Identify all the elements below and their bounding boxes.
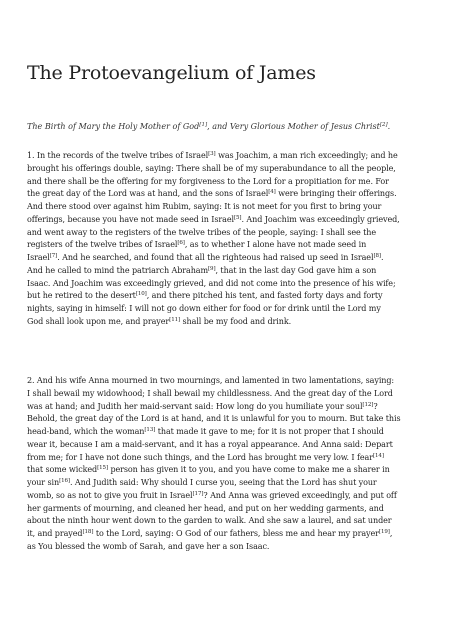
text-line: [27, 388, 449, 401]
text-run: The Birth of Mary the Holy Mother of God: [27, 122, 200, 131]
text-line: [27, 439, 449, 452]
text-run: about the ninth hour went down to the garden to walk. And she saw a laurel, and sat under: [27, 516, 392, 526]
text-run: wear it, because I am a maid-servant, and it has a royal appearance. And Anna said: Depart: [27, 439, 393, 449]
text-run: , that in the last day God gave him a son: [215, 265, 377, 275]
text-line: [27, 316, 449, 329]
footnote-ref[interactable]: [7]: [49, 253, 58, 259]
text-run: 2. And his wife Anna mourned in two mournings, and lamented in two lamentations, saying:: [27, 376, 395, 385]
text-run: God shall look upon me, and prayer: [27, 316, 170, 326]
footnote-ref[interactable]: [16]: [59, 478, 70, 484]
footnote-ref[interactable]: [9]: [208, 265, 216, 272]
text-line: [27, 163, 449, 176]
footnote-ref[interactable]: [10]: [135, 291, 147, 298]
text-run: your sin: [27, 478, 60, 487]
text-line: [27, 541, 449, 554]
text-run: the great day of the Lord was at hand, and the sons of Israel: [27, 189, 269, 199]
text-run: . And Judith said: Why should I curse you, seeing that the Lord has shut your: [69, 478, 377, 487]
text-run: . And he searched, and found that all the righteous had raised up seed in Israel: [57, 253, 374, 262]
text-run: , as to whether I alone have not made seed in: [184, 240, 367, 250]
text-run: as You blessed the womb of Sarah, and gave her a son Isaac.: [27, 541, 270, 551]
footnote-ref[interactable]: [15]: [97, 465, 108, 472]
text-line: [27, 252, 449, 265]
text-run: and went away to the registers of the twelve tribes of the people, saying: I shall see the: [27, 227, 377, 237]
text-run: it, and prayed: [27, 529, 83, 538]
text-run: from me; for I have not done such things, and the Lord has brought me very low. I fear: [27, 452, 373, 462]
text-line: [27, 452, 449, 465]
text-run: that made it gave to me; for it is not proper that I should: [155, 427, 384, 436]
text-run: nights, saying in himself: I will not go down either for food or for drink until the Lord my: [27, 304, 381, 313]
footnote-ref[interactable]: [8]: [373, 253, 381, 259]
text-line: [27, 515, 449, 528]
footnote-ref[interactable]: [1]: [199, 122, 208, 128]
footnote-ref[interactable]: [12]: [362, 401, 374, 408]
text-run: brought his offerings double, saying: There shall be of my superabundance to all the people,: [27, 163, 396, 173]
text-run: , and Very Glorious Mother of Jesus Christ: [207, 122, 380, 131]
text-run: .: [387, 122, 391, 131]
text-line: [27, 290, 449, 303]
text-run: ,: [389, 529, 393, 538]
text-run: her garments of mourning, and cleaned her head, and put on her wedding garments, and: [27, 503, 384, 513]
text-line: [27, 477, 449, 490]
text-run: person has given it to you, and you have come to make me a sharer in: [107, 465, 390, 475]
text-run: was at hand; and Judith her maid-servant said: How long do you humiliate your soul: [27, 401, 363, 411]
text-run: to the Lord, saying: O God of our fathers, bless me and hear my prayer: [93, 529, 379, 538]
footnote-ref[interactable]: [4]: [268, 189, 276, 196]
text-line: [27, 227, 449, 240]
document-subtitle: [27, 121, 449, 133]
footnote-ref[interactable]: [13]: [144, 427, 156, 433]
text-line: [27, 375, 449, 388]
text-line: [27, 176, 449, 189]
footnote-ref[interactable]: [19]: [378, 529, 390, 535]
text-run: 1. In the records of the twelve tribes of Israel: [27, 151, 209, 160]
text-run: head-band, which the woman: [27, 427, 145, 436]
text-run: . And Joachim was exceedingly grieved,: [241, 214, 400, 224]
footnote-ref[interactable]: [11]: [169, 316, 181, 323]
paragraph-2: [27, 375, 449, 554]
text-line: [27, 278, 449, 291]
text-line: [27, 150, 449, 163]
footnote-ref[interactable]: [14]: [372, 452, 384, 459]
text-run: Israel: [27, 253, 50, 262]
text-run: ?: [373, 401, 378, 411]
text-run: , and there pitched his tent, and fasted forty days and forty: [146, 291, 383, 301]
text-line: [27, 426, 449, 439]
text-line: [27, 528, 449, 541]
text-run: registers of the twelve tribes of Israel: [27, 240, 178, 250]
text-run: ? And Anna was grieved exceedingly, and put off: [203, 490, 397, 500]
footnote-ref[interactable]: [5]: [233, 214, 242, 221]
text-run: that some wicked: [27, 465, 98, 475]
text-line: [27, 188, 449, 201]
text-run: was Joachim, a man rich exceedingly; and he: [215, 151, 398, 160]
text-run: And he called to mind the patriarch Abraham: [27, 265, 209, 275]
text-run: womb, so as not to give you fruit in Israel: [27, 490, 193, 500]
page-title: The Protoevangelium of James: [27, 62, 316, 84]
text-run: Isaac. And Joachim was exceedingly grieved, and did not come into the presence of his wife;: [27, 278, 396, 288]
footnote-ref[interactable]: [18]: [82, 529, 94, 535]
text-line: [27, 490, 449, 503]
text-line: [27, 503, 449, 516]
footnote-ref[interactable]: [6]: [177, 240, 185, 247]
footnote-ref[interactable]: [3]: [208, 151, 216, 157]
footnote-ref[interactable]: [17]: [192, 490, 204, 497]
text-line: [27, 201, 449, 214]
paragraph-1: [27, 150, 449, 329]
text-run: shall be my food and drink.: [180, 316, 292, 326]
text-line: [27, 413, 449, 426]
text-line: [27, 239, 449, 252]
text-run: Behold, the great day of the Lord is at hand, and it is unlawful for you to mourn. But take this: [27, 414, 401, 424]
text-run: I shall bewail my widowhood; I shall bewail my childlessness. And the great day of the Lord: [27, 388, 393, 398]
text-run: and there shall be the offering for my forgiveness to the Lord for a propitiation for me. For: [27, 176, 389, 186]
footnote-ref[interactable]: [2]: [379, 122, 388, 128]
text-line: [27, 214, 449, 227]
text-run: but he retired to the desert: [27, 291, 136, 301]
text-line: [27, 464, 449, 477]
text-run: .: [380, 253, 384, 262]
text-run: And there stood over against him Rubim, saying: It is not meet for you first to bring your: [27, 202, 382, 211]
text-line: [27, 303, 449, 316]
text-line: [27, 401, 449, 414]
text-run: were bringing their offerings.: [275, 189, 397, 199]
text-line: [27, 265, 449, 278]
text-run: offerings, because you have not made seed in Israel: [27, 214, 234, 224]
